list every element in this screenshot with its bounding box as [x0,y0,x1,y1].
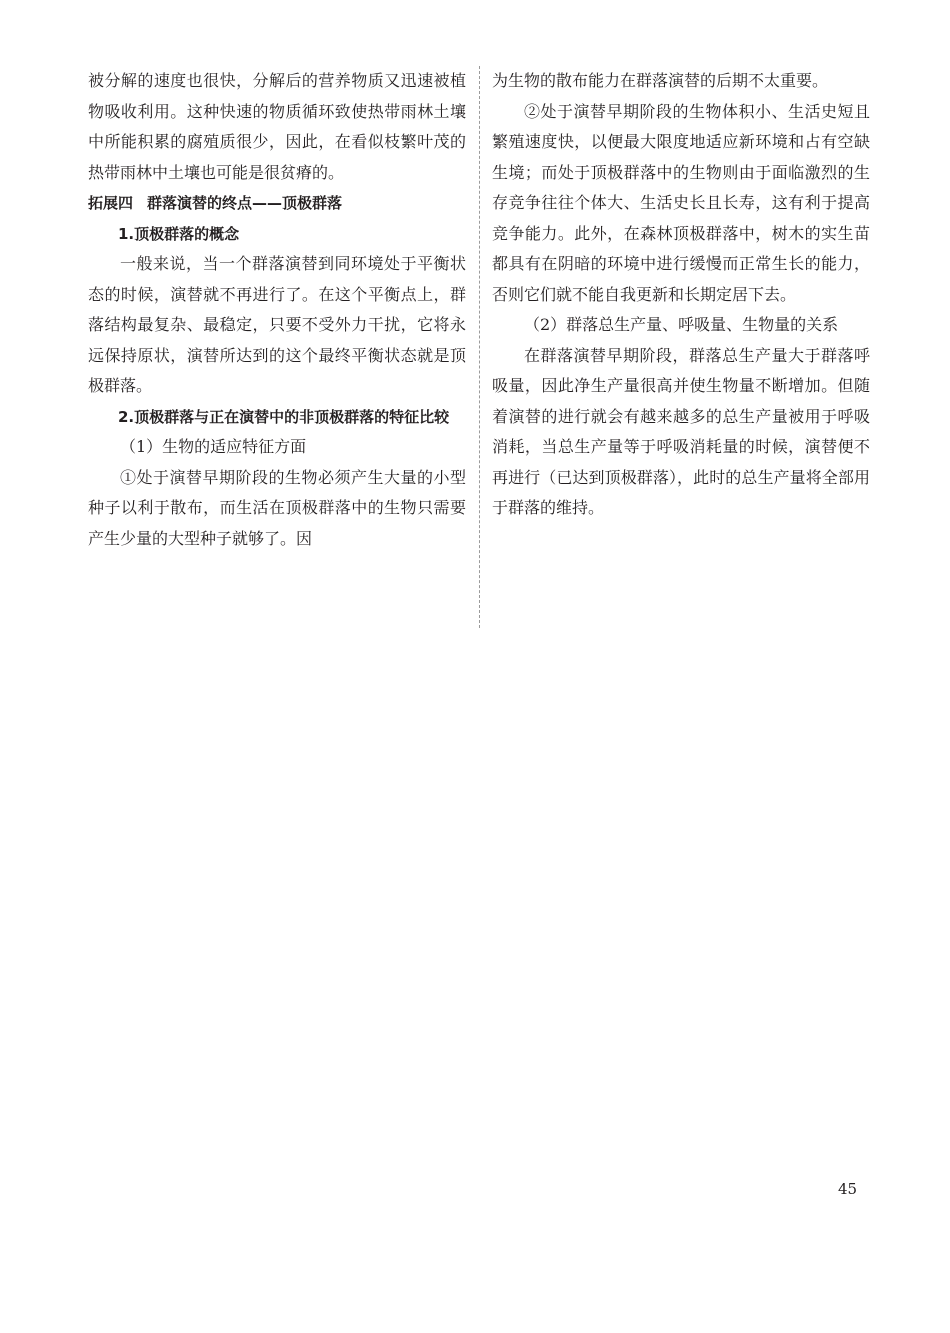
extension-title: 群落演替的终点——顶极群落 [147,194,343,212]
right-column [492,66,870,524]
paragraph-adaptation-2: ②处于演替早期阶段的生物体积小、生活史短且繁殖速度快，以便最大限度地适应新环境和占有空缺生境；而处于顶极群落中的生物则由于面临激烈的生存竞争往往个体大、生活史长且长寿，这有利于提高竞争能力。此外，在森林顶极群落中，树木的实生苗都具有在阴暗的环境中进行缓慢而正常生长的能力，否则它们就不能自我更新和长期定居下去。 [492,101,870,304]
page-number: 45 [838,1180,858,1198]
paragraph-adaptation-1: ①处于演替早期阶段的生物必须产生大量的小型种子以利于散布，而生活在顶极群落中的生物只需要产生少量的大型种子就够了。因 [88,467,466,548]
item-heading-adaptation: （1）生物的适应特征方面 [120,437,307,456]
item-heading-production: （2）群落总生产量、呼吸量、生物量的关系 [524,315,839,334]
left-column [88,66,466,554]
subheading-concept: 1.顶极群落的概念 [118,224,240,243]
extension-label: 拓展四 [88,194,134,212]
column-divider [479,66,480,628]
continued-paragraph: 被分解的速度也很快，分解后的营养物质又迅速被植物吸收利用。这种快速的物质循环致使热带雨林土壤中所能积累的腐殖质很少，因此，在看似枝繁叶茂的热带雨林中土壤也可能是很贫瘠的。 [88,71,466,182]
subheading-comparison: 2.顶极群落与正在演替中的非顶极群落的特征比较 [118,407,450,426]
paragraph-production: 在群落演替早期阶段，群落总生产量大于群落呼吸量，因此净生产量很高并使生物量不断增加。但随着演替的进行就会有越来越多的总生产量被用于呼吸消耗，当总生产量等于呼吸消耗量的时候，演替便不再进行（已达到顶极群落），此时的总生产量将全部用于群落的维持。 [492,345,870,517]
extension-heading [88,188,466,219]
continued-paragraph-right: 为生物的散布能力在群落演替的后期不太重要。 [492,71,829,90]
paragraph-concept: 一般来说，当一个群落演替到同环境处于平衡状态的时候，演替就不再进行了。在这个平衡点上，群落结构最复杂、最稳定，只要不受外力干扰，它将永远保持原状，演替所达到的这个最终平衡状态就是顶极群落。 [88,254,466,395]
